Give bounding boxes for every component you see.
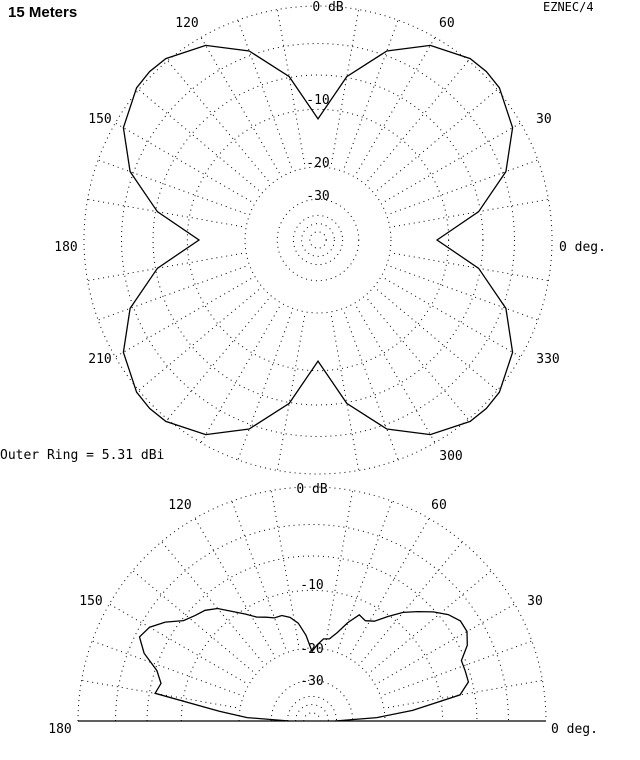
grid-ring xyxy=(310,232,326,248)
grid-spoke xyxy=(331,316,358,470)
angle-label: 0 deg. xyxy=(559,240,606,255)
grid-ring xyxy=(84,6,552,474)
grid-spoke xyxy=(88,253,242,280)
grid-spoke xyxy=(98,160,245,214)
grid-spoke xyxy=(277,10,304,164)
ring-label: -20 xyxy=(300,642,324,657)
ring-label: -10 xyxy=(300,578,324,593)
grid-spoke xyxy=(133,571,253,672)
grid-spoke xyxy=(201,37,279,173)
angle-label: 120 xyxy=(168,498,192,513)
grid-spoke xyxy=(377,290,497,391)
ring-label: -30 xyxy=(306,189,330,204)
grid-spoke xyxy=(109,604,245,682)
grid-spoke xyxy=(394,199,548,226)
grid-spoke xyxy=(391,160,538,214)
grid-spoke xyxy=(98,266,245,320)
elevation-pattern-curve xyxy=(140,609,469,722)
outer-ring-label: Outer Ring = 5.31 dBi xyxy=(0,448,165,463)
grid-spoke xyxy=(351,518,429,654)
grid-ring xyxy=(296,705,329,721)
grid-spoke xyxy=(344,313,398,460)
grid-spoke xyxy=(115,279,251,357)
angle-label: 300 xyxy=(439,449,463,464)
grid-spoke xyxy=(391,266,538,320)
angle-label: 0 dB xyxy=(296,482,328,497)
grid-spoke xyxy=(357,307,435,443)
grid-spoke xyxy=(368,61,469,181)
grid-spoke xyxy=(388,680,542,707)
program-label: EZNEC/4 xyxy=(543,0,594,14)
grid-ring xyxy=(304,713,320,721)
grid-spoke xyxy=(195,518,273,654)
grid-ring xyxy=(187,109,448,370)
grid-spoke xyxy=(385,641,532,695)
angle-label: 330 xyxy=(536,352,560,367)
grid-ring xyxy=(293,215,342,264)
grid-spoke xyxy=(385,123,521,201)
ring-label: -30 xyxy=(300,674,324,689)
angle-label: 180 xyxy=(54,240,78,255)
elevation-plot xyxy=(48,482,598,737)
angle-label: 150 xyxy=(88,112,112,127)
ring-label: -10 xyxy=(306,93,330,108)
grid-spoke xyxy=(88,199,242,226)
grid-spoke xyxy=(139,290,259,391)
grid-spoke xyxy=(331,10,358,164)
grid-spoke xyxy=(338,501,392,648)
grid-spoke xyxy=(162,542,263,662)
grid-spoke xyxy=(238,313,292,460)
grid-spoke xyxy=(92,641,239,695)
grid-ring xyxy=(116,525,509,721)
grid-spoke xyxy=(362,542,463,662)
grid-spoke xyxy=(377,90,497,191)
grid-spoke xyxy=(201,307,279,443)
grid-spoke xyxy=(371,571,491,672)
grid-spoke xyxy=(379,604,515,682)
angle-label: 150 xyxy=(79,594,103,609)
band-title: 15 Meters xyxy=(8,4,78,21)
grid-spoke xyxy=(271,491,298,645)
grid-ring xyxy=(302,224,335,257)
grid-spoke xyxy=(115,123,251,201)
grid-spoke xyxy=(344,20,398,167)
grid-spoke xyxy=(168,61,269,181)
grid-spoke xyxy=(357,37,435,173)
ring-label: -20 xyxy=(306,156,330,171)
grid-spoke xyxy=(139,90,259,191)
angle-label: 0 deg. xyxy=(551,722,598,737)
azimuth-plot xyxy=(54,0,606,474)
angle-label: 60 xyxy=(431,498,447,513)
angle-label: 180 xyxy=(48,722,72,737)
angle-label: 60 xyxy=(439,16,455,31)
grid-spoke xyxy=(168,299,269,419)
grid-spoke xyxy=(385,279,521,357)
grid-ring xyxy=(153,75,483,405)
angle-label: 210 xyxy=(88,352,112,367)
angle-label: 120 xyxy=(175,16,199,31)
grid-spoke xyxy=(394,253,548,280)
grid-spoke xyxy=(232,501,286,648)
grid-spoke xyxy=(368,299,469,419)
grid-spoke xyxy=(238,20,292,167)
grid-ring xyxy=(277,199,358,280)
grid-ring xyxy=(287,696,336,721)
angle-label: 0 dB xyxy=(312,0,344,15)
grid-spoke xyxy=(277,316,304,470)
angle-label: 30 xyxy=(536,112,552,127)
angle-label: 30 xyxy=(527,594,543,609)
